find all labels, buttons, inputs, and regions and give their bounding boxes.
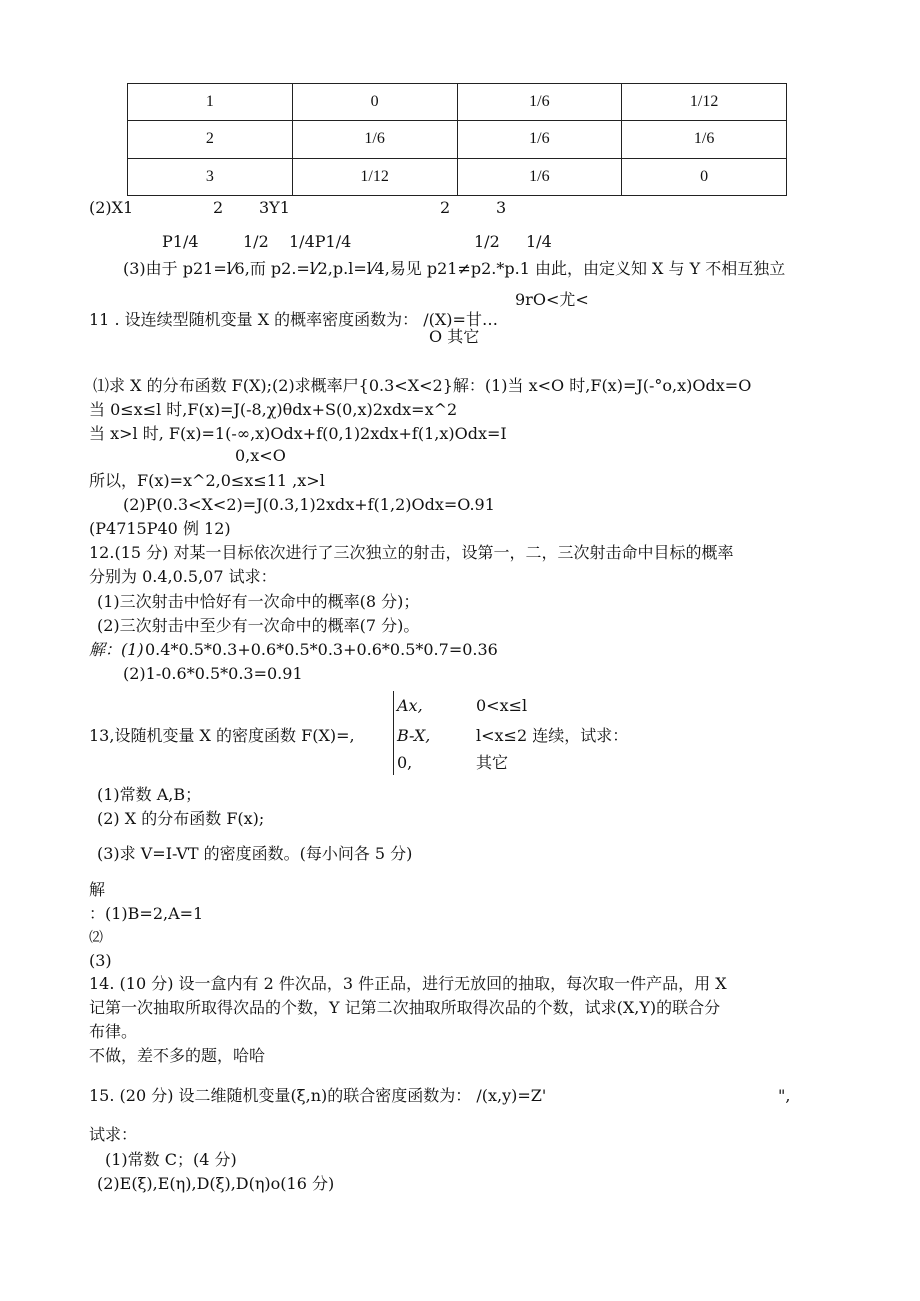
table-cell: 1/6 [622,121,787,158]
problem-15-question: (1)常数 C；(4 分) [105,1150,237,1169]
table-row [128,158,787,195]
table-row [128,84,787,121]
problem-11-solution-line: ⑴求 X 的分布函数 F(X);(2)求概率尸{0.3<X<2}解：(1)当 x<O 时,F(x)=J(-°o,x)Odx=O [93,376,752,395]
table-cell: 2 [128,121,293,158]
table-cell: 1/6 [457,121,622,158]
problem-14-note: 不做，差不多的题，哈哈 [89,1046,266,1065]
density-otherwise-fragment: O 其它 [429,327,480,346]
marginal-y-label: 3Y1 [259,198,290,217]
problem-14-statement: 14. (10 分) 设一盒内有 2 件次品，3 件正品，进行无放回的抽取，每次取一件产品，用 X [89,974,727,993]
problem-13-question: (2) X 的分布函数 F(x); [97,809,265,828]
problem-11-solution-line: 所以，F(x)=x^2,0≤x≤11 ,x>l [89,471,325,490]
piecewise-expression: Ax, [397,696,423,715]
marginal-x-label: (2)X1 [89,198,134,217]
piecewise-condition: l<x≤2 连续，试求： [476,726,629,745]
table-cell: 1/12 [292,158,457,195]
problem-12-statement: 分别为 0.4,0.5,07 试求： [89,567,277,586]
problem-13-answer: (3) [89,951,112,970]
problem-13-question: (1)常数 A,B； [97,785,202,804]
marginal-y-value: 3 [496,198,507,217]
density-upper-fragment: 9rO<尤< [515,290,589,309]
table-cell: 1/6 [292,121,457,158]
problem-11-solution-line: 0,x<O [235,446,286,465]
piecewise-expression: 0, [397,753,413,772]
problem-11-solution-line: 当 0≤x≤l 时,F(x)=J(-8,χ)θdx+S(0,x)2xdx=x^2 [89,400,458,419]
problem-11-statement: 11 . 设连续型随机变量 X 的概率密度函数为： /(X)=甘… [89,310,498,329]
marginal-p-value: 1/2 [474,232,500,251]
problem-11-solution-line: (2)P(0.3<X<2)=J(0.3,1)2xdx+f(1,2)Odx=O.91 [123,495,495,514]
reference-note: (P4715P40 例 12) [89,519,231,538]
table-cell: 1/6 [457,84,622,121]
table-cell: 1 [128,84,293,121]
table-cell: 0 [292,84,457,121]
problem-13-answer-label: 解 [89,880,106,899]
problem-12-question: (2)三次射击中至少有一次命中的概率(7 分)。 [97,616,420,635]
piecewise-brace [393,691,394,775]
table-cell: 1/12 [622,84,787,121]
problem-13-answer: ：(1)B=2,A=1 [89,904,204,923]
problem-13-question: (3)求 V=I-VT 的密度函数。(每小问各 5 分) [97,844,413,863]
piecewise-expression: B-X, [397,726,431,745]
marginal-p-value: P1/4 [162,232,199,251]
problem-13-statement: 13,设随机变量 X 的密度函数 F(X)=, [89,726,355,745]
piecewise-condition: 0<x≤l [476,696,528,715]
problem-15-statement-fragment: ", [778,1086,791,1105]
marginal-y-value: 2 [440,198,451,217]
problem-13-answer: ⑵ [89,930,103,946]
problem-14-statement: 记第一次抽取所取得次品的个数，Y 记第二次抽取所取得次品的个数，试求(X,Y)的联合分 [89,998,721,1017]
marginal-p-value: 1/4P1/4 [289,232,352,251]
problem-15-statement: 15. (20 分) 设二维随机变量(ξ,n)的联合密度函数为： /(x,y)=Z' [89,1086,547,1105]
problem-12-answer: 0.4*0.5*0.3+0.6*0.5*0.3+0.6*0.5*0.7=0.36 [145,640,498,659]
problem-12-answer: (2)1-0.6*0.5*0.3=0.91 [123,664,303,683]
table-cell: 3 [128,158,293,195]
marginal-x-value: 2 [213,198,224,217]
probability-table [127,83,787,196]
marginal-p-value: 1/4 [526,232,552,251]
problem-11-solution-line: 当 x>l 时, F(x)=1(-∞,x)Odx+f(0,1)2xdx+f(1,x)Odx=I [89,424,507,443]
problem-12-statement: 12.(15 分) 对某一目标依次进行了三次独立的射击，设第一，二，三次射击命中目标的概率 [89,543,734,562]
problem-15-question: (2)E(ξ),E(η),D(ξ),D(η)o(16 分) [97,1174,335,1193]
piecewise-condition: 其它 [476,753,509,772]
problem-15-prompt: 试求： [89,1125,138,1144]
table-cell: 0 [622,158,787,195]
marginal-p-value: 1/2 [243,232,269,251]
problem-12-answer-label: 解：(1) [89,640,144,659]
table-row [128,121,787,158]
independence-note: (3)由于 p21=l⁄6,而 p2.=l⁄2,p.l=l⁄4,易见 p21≠p2.*p.1 由此，由定义知 X 与 Y 不相互独立 [123,259,786,278]
problem-12-question: (1)三次射击中恰好有一次命中的概率(8 分)； [97,592,420,611]
problem-14-statement: 布律。 [89,1022,138,1041]
table-cell: 1/6 [457,158,622,195]
